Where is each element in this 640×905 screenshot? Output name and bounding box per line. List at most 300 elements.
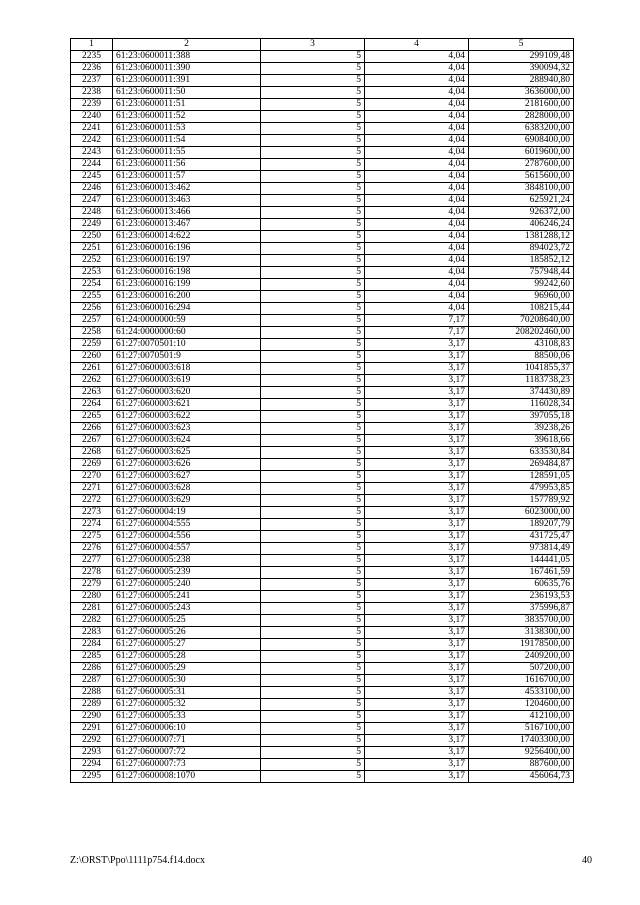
row-number-cell: 2247: [71, 195, 113, 207]
category-cell: 5: [261, 687, 365, 699]
amount-cell: 6019600,00: [469, 147, 574, 159]
table-row: [71, 699, 574, 711]
row-number-cell: 2236: [71, 63, 113, 75]
table-row: [71, 675, 574, 687]
row-number-cell: 2246: [71, 183, 113, 195]
row-number-cell: 2264: [71, 399, 113, 411]
table-row: [71, 591, 574, 603]
table-row: [71, 75, 574, 87]
category-cell: 5: [261, 171, 365, 183]
table-row: [71, 315, 574, 327]
rate-cell: 3,17: [365, 627, 469, 639]
rate-cell: 3,17: [365, 747, 469, 759]
category-cell: 5: [261, 243, 365, 255]
rate-cell: 3,17: [365, 471, 469, 483]
category-cell: 5: [261, 207, 365, 219]
cadastral-number-cell: 61:27:0600003:629: [113, 495, 261, 507]
cadastral-number-cell: 61:27:0600003:625: [113, 447, 261, 459]
cadastral-number-cell: 61:27:0600003:624: [113, 435, 261, 447]
rate-cell: 3,17: [365, 435, 469, 447]
amount-cell: 412100,00: [469, 711, 574, 723]
row-number-cell: 2251: [71, 243, 113, 255]
table-row: [71, 363, 574, 375]
category-cell: 5: [261, 87, 365, 99]
category-cell: 5: [261, 111, 365, 123]
table-row: [71, 771, 574, 783]
cadastral-number-cell: 61:23:0600016:199: [113, 279, 261, 291]
table-row: [71, 603, 574, 615]
rate-cell: 4,04: [365, 219, 469, 231]
cadastral-number-cell: 61:23:0600014:622: [113, 231, 261, 243]
amount-cell: 185852,12: [469, 255, 574, 267]
table-row: [71, 231, 574, 243]
rate-cell: 3,17: [365, 567, 469, 579]
cadastral-number-cell: 61:27:0600005:28: [113, 651, 261, 663]
rate-cell: 3,17: [365, 615, 469, 627]
amount-cell: 757948,44: [469, 267, 574, 279]
row-number-cell: 2292: [71, 735, 113, 747]
row-number-cell: 2255: [71, 291, 113, 303]
category-cell: 5: [261, 375, 365, 387]
amount-cell: 456064,73: [469, 771, 574, 783]
category-cell: 5: [261, 399, 365, 411]
cadastral-number-cell: 61:27:0600003:626: [113, 459, 261, 471]
rate-cell: 3,17: [365, 723, 469, 735]
rate-cell: 4,04: [365, 231, 469, 243]
row-number-cell: 2283: [71, 627, 113, 639]
rate-cell: 4,04: [365, 303, 469, 315]
table-row: [71, 423, 574, 435]
table-row: [71, 147, 574, 159]
table-row: [71, 267, 574, 279]
amount-cell: 894023,72: [469, 243, 574, 255]
amount-cell: 70208640,00: [469, 315, 574, 327]
category-cell: 5: [261, 615, 365, 627]
table-row: [71, 435, 574, 447]
category-cell: 5: [261, 99, 365, 111]
category-cell: 5: [261, 591, 365, 603]
rate-cell: 3,17: [365, 639, 469, 651]
row-number-cell: 2261: [71, 363, 113, 375]
amount-cell: 144441,05: [469, 555, 574, 567]
rate-cell: 3,17: [365, 591, 469, 603]
category-cell: 5: [261, 663, 365, 675]
category-cell: 5: [261, 51, 365, 63]
cadastral-number-cell: 61:23:0600013:467: [113, 219, 261, 231]
amount-cell: 269484,87: [469, 459, 574, 471]
row-number-cell: 2268: [71, 447, 113, 459]
amount-cell: 397055,18: [469, 411, 574, 423]
category-cell: 5: [261, 543, 365, 555]
table-row: [71, 759, 574, 771]
rate-cell: 3,17: [365, 651, 469, 663]
rate-cell: 7,17: [365, 327, 469, 339]
table-row: [71, 483, 574, 495]
table-row: [71, 327, 574, 339]
table-row: [71, 471, 574, 483]
category-cell: 5: [261, 303, 365, 315]
category-cell: 5: [261, 447, 365, 459]
row-number-cell: 2237: [71, 75, 113, 87]
amount-cell: 507200,00: [469, 663, 574, 675]
cadastral-number-cell: 61:27:0600007:71: [113, 735, 261, 747]
column-header-3: 3: [261, 39, 365, 51]
row-number-cell: 2257: [71, 315, 113, 327]
rate-cell: 4,04: [365, 159, 469, 171]
rate-cell: 4,04: [365, 135, 469, 147]
cadastral-number-cell: 61:27:0600005:26: [113, 627, 261, 639]
rate-cell: 3,17: [365, 375, 469, 387]
category-cell: 5: [261, 363, 365, 375]
rate-cell: 4,04: [365, 267, 469, 279]
category-cell: 5: [261, 699, 365, 711]
table-row: [71, 579, 574, 591]
amount-cell: 39618,66: [469, 435, 574, 447]
cadastral-number-cell: 61:23:0600013:462: [113, 183, 261, 195]
cadastral-number-cell: 61:23:0600011:388: [113, 51, 261, 63]
category-cell: 5: [261, 327, 365, 339]
rate-cell: 3,17: [365, 495, 469, 507]
cadastral-number-cell: 61:23:0600011:55: [113, 147, 261, 159]
row-number-cell: 2270: [71, 471, 113, 483]
amount-cell: 633530,84: [469, 447, 574, 459]
table-row: [71, 351, 574, 363]
cadastral-number-cell: 61:23:0600011:50: [113, 87, 261, 99]
rate-cell: 3,17: [365, 675, 469, 687]
cadastral-number-cell: 61:23:0600016:294: [113, 303, 261, 315]
amount-cell: 5167100,00: [469, 723, 574, 735]
category-cell: 5: [261, 459, 365, 471]
cadastral-number-cell: 61:27:0070501:10: [113, 339, 261, 351]
rate-cell: 4,04: [365, 63, 469, 75]
row-number-cell: 2286: [71, 663, 113, 675]
amount-cell: 108215,44: [469, 303, 574, 315]
cadastral-number-cell: 61:27:0600003:620: [113, 387, 261, 399]
amount-cell: 1041855,37: [469, 363, 574, 375]
cadastral-number-cell: 61:27:0600003:628: [113, 483, 261, 495]
category-cell: 5: [261, 771, 365, 783]
amount-cell: 390094,32: [469, 63, 574, 75]
category-cell: 5: [261, 255, 365, 267]
cadastral-number-cell: 61:27:0600005:30: [113, 675, 261, 687]
cadastral-number-cell: 61:23:0600016:200: [113, 291, 261, 303]
category-cell: 5: [261, 147, 365, 159]
row-number-cell: 2276: [71, 543, 113, 555]
row-number-cell: 2275: [71, 531, 113, 543]
category-cell: 5: [261, 435, 365, 447]
amount-cell: 375996,87: [469, 603, 574, 615]
category-cell: 5: [261, 315, 365, 327]
cadastral-number-cell: 61:23:0600016:198: [113, 267, 261, 279]
cadastral-number-cell: 61:27:0600005:241: [113, 591, 261, 603]
cadastral-number-cell: 61:27:0600005:25: [113, 615, 261, 627]
amount-cell: 3636000,00: [469, 87, 574, 99]
amount-cell: 128591,05: [469, 471, 574, 483]
table-body: [71, 51, 574, 783]
amount-cell: 625921,24: [469, 195, 574, 207]
amount-cell: 1381288,12: [469, 231, 574, 243]
amount-cell: 2787600,00: [469, 159, 574, 171]
rate-cell: 3,17: [365, 363, 469, 375]
amount-cell: 208202460,00: [469, 327, 574, 339]
row-number-cell: 2273: [71, 507, 113, 519]
row-number-cell: 2293: [71, 747, 113, 759]
table-row: [71, 123, 574, 135]
table-row: [71, 135, 574, 147]
table-row: [71, 339, 574, 351]
row-number-cell: 2277: [71, 555, 113, 567]
table-row: [71, 519, 574, 531]
column-header-2: 2: [113, 39, 261, 51]
table-row: [71, 411, 574, 423]
table-row: [71, 687, 574, 699]
rate-cell: 3,17: [365, 531, 469, 543]
rate-cell: 4,04: [365, 75, 469, 87]
amount-cell: 1616700,00: [469, 675, 574, 687]
rate-cell: 4,04: [365, 195, 469, 207]
rate-cell: 4,04: [365, 279, 469, 291]
rate-cell: 3,17: [365, 759, 469, 771]
category-cell: 5: [261, 471, 365, 483]
row-number-cell: 2262: [71, 375, 113, 387]
table-row: [71, 243, 574, 255]
row-number-cell: 2269: [71, 459, 113, 471]
category-cell: 5: [261, 291, 365, 303]
table-row: [71, 171, 574, 183]
table-row: [71, 543, 574, 555]
amount-cell: 17403300,00: [469, 735, 574, 747]
category-cell: 5: [261, 387, 365, 399]
amount-cell: 3138300,00: [469, 627, 574, 639]
rate-cell: 4,04: [365, 291, 469, 303]
row-number-cell: 2244: [71, 159, 113, 171]
table-row: [71, 159, 574, 171]
rate-cell: 3,17: [365, 735, 469, 747]
category-cell: 5: [261, 351, 365, 363]
category-cell: 5: [261, 711, 365, 723]
rate-cell: 3,17: [365, 711, 469, 723]
amount-cell: 6023000,00: [469, 507, 574, 519]
rate-cell: 4,04: [365, 207, 469, 219]
row-number-cell: 2241: [71, 123, 113, 135]
row-number-cell: 2259: [71, 339, 113, 351]
row-number-cell: 2253: [71, 267, 113, 279]
row-number-cell: 2291: [71, 723, 113, 735]
table-row: [71, 663, 574, 675]
rate-cell: 3,17: [365, 771, 469, 783]
table-row: [71, 183, 574, 195]
amount-cell: 6383200,00: [469, 123, 574, 135]
row-number-cell: 2265: [71, 411, 113, 423]
row-number-cell: 2240: [71, 111, 113, 123]
amount-cell: 2181600,00: [469, 99, 574, 111]
rate-cell: 7,17: [365, 315, 469, 327]
table-row: [71, 627, 574, 639]
table-row: [71, 291, 574, 303]
cadastral-number-cell: 61:27:0600003:619: [113, 375, 261, 387]
cadastral-number-cell: 61:27:0600005:33: [113, 711, 261, 723]
table-row: [71, 531, 574, 543]
row-number-cell: 2245: [71, 171, 113, 183]
rate-cell: 4,04: [365, 171, 469, 183]
rate-cell: 3,17: [365, 399, 469, 411]
rate-cell: 3,17: [365, 687, 469, 699]
row-number-cell: 2282: [71, 615, 113, 627]
table-row: [71, 507, 574, 519]
category-cell: 5: [261, 135, 365, 147]
category-cell: 5: [261, 483, 365, 495]
cadastral-number-cell: 61:27:0600004:19: [113, 507, 261, 519]
amount-cell: 19178500,00: [469, 639, 574, 651]
category-cell: 5: [261, 675, 365, 687]
cadastral-number-cell: 61:23:0600011:53: [113, 123, 261, 135]
amount-cell: 3835700,00: [469, 615, 574, 627]
rate-cell: 4,04: [365, 183, 469, 195]
rate-cell: 3,17: [365, 483, 469, 495]
cadastral-number-cell: 61:27:0600005:240: [113, 579, 261, 591]
category-cell: 5: [261, 123, 365, 135]
amount-cell: 60635,76: [469, 579, 574, 591]
amount-cell: 406246,24: [469, 219, 574, 231]
row-number-cell: 2250: [71, 231, 113, 243]
cadastral-number-cell: 61:27:0600008:1070: [113, 771, 261, 783]
row-number-cell: 2266: [71, 423, 113, 435]
table-row: [71, 447, 574, 459]
cadastral-number-cell: 61:27:0600003:622: [113, 411, 261, 423]
rate-cell: 3,17: [365, 579, 469, 591]
amount-cell: 1204600,00: [469, 699, 574, 711]
amount-cell: 299109,48: [469, 51, 574, 63]
row-number-cell: 2248: [71, 207, 113, 219]
footer-page-number: 40: [582, 855, 592, 866]
table-row: [71, 615, 574, 627]
cadastral-number-cell: 61:27:0600005:29: [113, 663, 261, 675]
row-number-cell: 2279: [71, 579, 113, 591]
table-row: [71, 51, 574, 63]
category-cell: 5: [261, 555, 365, 567]
rate-cell: 3,17: [365, 339, 469, 351]
table-row: [71, 711, 574, 723]
cadastral-number-cell: 61:27:0600003:627: [113, 471, 261, 483]
cadastral-number-cell: 61:24:0000000:60: [113, 327, 261, 339]
cadastral-number-cell: 61:23:0600011:52: [113, 111, 261, 123]
row-number-cell: 2285: [71, 651, 113, 663]
row-number-cell: 2295: [71, 771, 113, 783]
category-cell: 5: [261, 627, 365, 639]
cadastral-number-cell: 61:27:0600004:556: [113, 531, 261, 543]
amount-cell: 2828000,00: [469, 111, 574, 123]
row-number-cell: 2235: [71, 51, 113, 63]
amount-cell: 288940,80: [469, 75, 574, 87]
amount-cell: 374430,89: [469, 387, 574, 399]
cadastral-number-cell: 61:23:0600013:463: [113, 195, 261, 207]
cadastral-number-cell: 61:27:0600006:10: [113, 723, 261, 735]
table-row: [71, 375, 574, 387]
column-header-1: 1: [71, 39, 113, 51]
rate-cell: 4,04: [365, 111, 469, 123]
table-row: [71, 87, 574, 99]
rate-cell: 4,04: [365, 123, 469, 135]
rate-cell: 3,17: [365, 507, 469, 519]
amount-cell: 479953,85: [469, 483, 574, 495]
amount-cell: 2409200,00: [469, 651, 574, 663]
rate-cell: 3,17: [365, 699, 469, 711]
cadastral-number-cell: 61:23:0600011:57: [113, 171, 261, 183]
category-cell: 5: [261, 723, 365, 735]
rate-cell: 3,17: [365, 351, 469, 363]
row-number-cell: 2280: [71, 591, 113, 603]
amount-cell: 6908400,00: [469, 135, 574, 147]
cadastral-number-cell: 61:23:0600016:196: [113, 243, 261, 255]
row-number-cell: 2284: [71, 639, 113, 651]
amount-cell: 4533100,00: [469, 687, 574, 699]
table-row: [71, 303, 574, 315]
rate-cell: 3,17: [365, 447, 469, 459]
column-header-5: 5: [469, 39, 574, 51]
category-cell: 5: [261, 75, 365, 87]
table-row: [71, 207, 574, 219]
category-cell: 5: [261, 267, 365, 279]
amount-cell: 39238,26: [469, 423, 574, 435]
cadastral-number-cell: 61:23:0600011:54: [113, 135, 261, 147]
cadastral-number-cell: 61:27:0600003:623: [113, 423, 261, 435]
category-cell: 5: [261, 747, 365, 759]
cadastral-number-cell: 61:27:0600005:31: [113, 687, 261, 699]
row-number-cell: 2258: [71, 327, 113, 339]
amount-cell: 43108,83: [469, 339, 574, 351]
cadastral-number-cell: 61:27:0600004:555: [113, 519, 261, 531]
amount-cell: 1183738,23: [469, 375, 574, 387]
rate-cell: 3,17: [365, 603, 469, 615]
cadastral-number-cell: 61:24:0000000:59: [113, 315, 261, 327]
cadastral-number-cell: 61:23:0600011:390: [113, 63, 261, 75]
row-number-cell: 2238: [71, 87, 113, 99]
rate-cell: 3,17: [365, 423, 469, 435]
rate-cell: 3,17: [365, 555, 469, 567]
cadastral-number-cell: 61:27:0070501:9: [113, 351, 261, 363]
table-row: [71, 735, 574, 747]
category-cell: 5: [261, 183, 365, 195]
row-number-cell: 2272: [71, 495, 113, 507]
data-table: [70, 38, 574, 783]
rate-cell: 4,04: [365, 255, 469, 267]
category-cell: 5: [261, 339, 365, 351]
table-row: [71, 723, 574, 735]
amount-cell: 236193,53: [469, 591, 574, 603]
category-cell: 5: [261, 159, 365, 171]
amount-cell: 926372,00: [469, 207, 574, 219]
category-cell: 5: [261, 567, 365, 579]
rate-cell: 3,17: [365, 459, 469, 471]
cadastral-number-cell: 61:27:0600005:239: [113, 567, 261, 579]
cadastral-number-cell: 61:27:0600005:238: [113, 555, 261, 567]
rate-cell: 3,17: [365, 663, 469, 675]
cadastral-number-cell: 61:27:0600005:243: [113, 603, 261, 615]
rate-cell: 4,04: [365, 87, 469, 99]
row-number-cell: 2278: [71, 567, 113, 579]
amount-cell: 9256400,00: [469, 747, 574, 759]
row-number-cell: 2281: [71, 603, 113, 615]
category-cell: 5: [261, 519, 365, 531]
rate-cell: 3,17: [365, 411, 469, 423]
row-number-cell: 2254: [71, 279, 113, 291]
table-header-row: [71, 39, 574, 51]
amount-cell: 116028,34: [469, 399, 574, 411]
amount-cell: 167461,59: [469, 567, 574, 579]
cadastral-number-cell: 61:27:0600007:72: [113, 747, 261, 759]
table-row: [71, 279, 574, 291]
cadastral-number-cell: 61:27:0600003:621: [113, 399, 261, 411]
